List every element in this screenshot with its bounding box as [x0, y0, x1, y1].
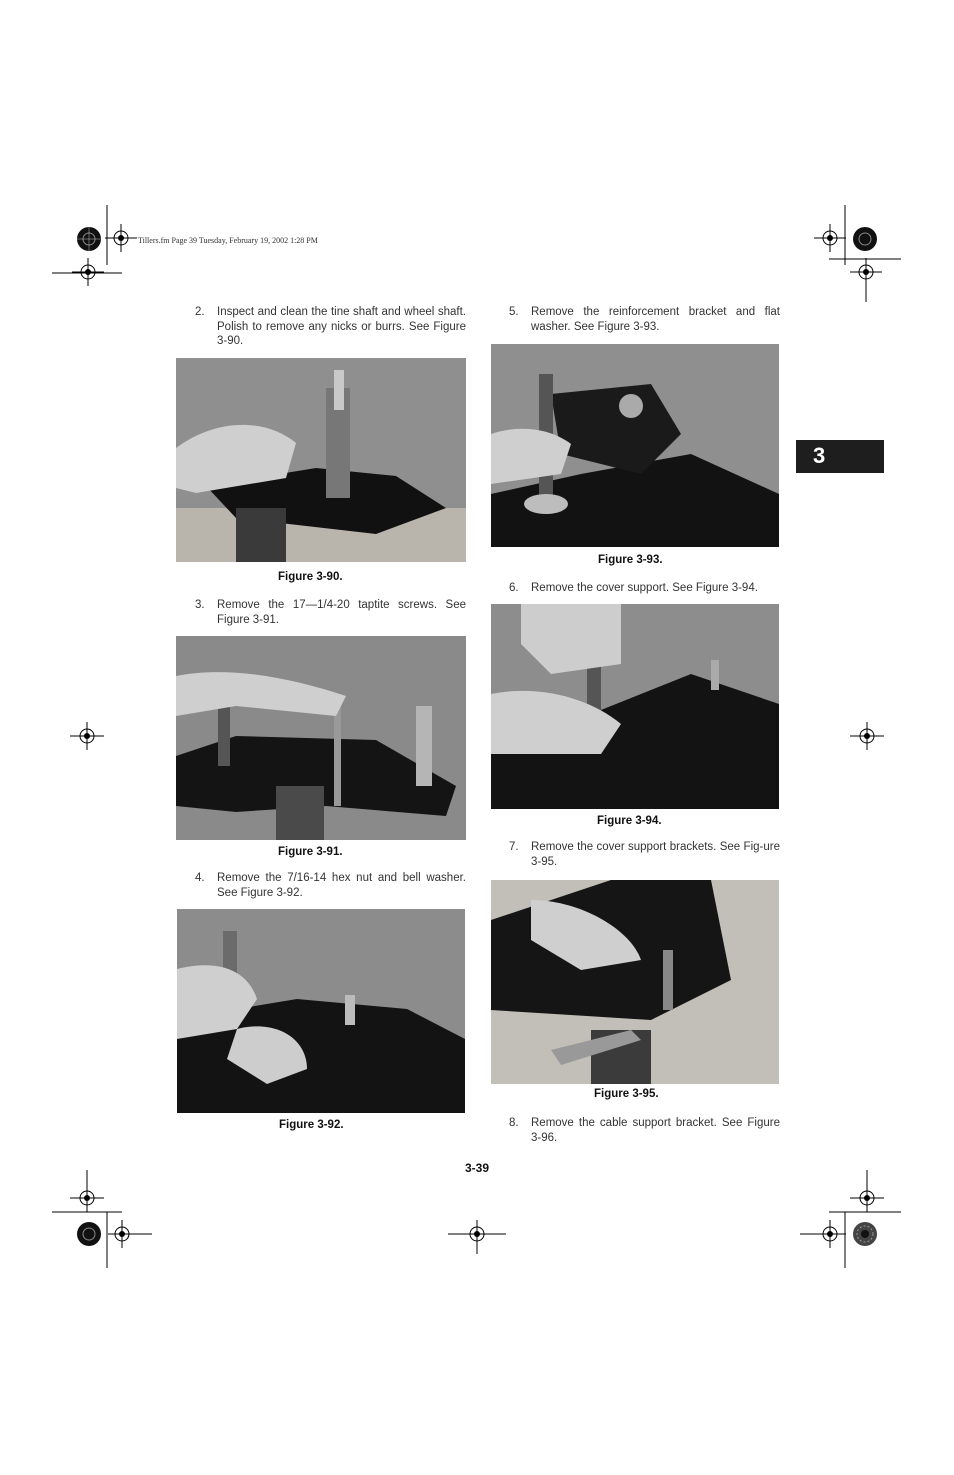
figure-caption: Figure 3-91. — [278, 846, 343, 858]
figure-3-93-photo — [491, 344, 779, 547]
step-number: 4. — [195, 872, 205, 884]
figure-3-94-photo — [491, 604, 779, 809]
page-number: 3-39 — [465, 1161, 490, 1175]
step-number: 2. — [195, 306, 205, 318]
registration-target-icon — [852, 1221, 878, 1247]
figure-caption: Figure 3-90. — [278, 571, 343, 583]
step-4 — [195, 871, 467, 901]
step-text: Remove the 17—1/4-20 taptite screws. See Figure 3-91. — [217, 599, 466, 626]
crosshair-icon — [814, 224, 846, 252]
figure-3-91-photo — [176, 636, 466, 840]
crosshair-icon — [72, 258, 104, 286]
step-2 — [195, 305, 467, 349]
step-number: 3. — [195, 599, 205, 611]
crosshair-icon — [800, 1220, 846, 1248]
step-text: Remove the reinforcement bracket and flat washer. See Figure 3-93. — [531, 306, 780, 333]
step-number: 5. — [509, 306, 519, 318]
crosshair-icon — [850, 722, 884, 750]
file-stamp: Tillers.fm Page 39 Tuesday, February 19, 2002 1:28 PM — [138, 236, 318, 245]
crosshair-icon — [448, 1220, 506, 1254]
step-text: Remove the cover support. See Figure 3-94. — [531, 582, 758, 594]
figure-3-92-photo — [177, 909, 465, 1113]
step-number: 6. — [509, 582, 519, 594]
chapter-tab — [796, 440, 884, 473]
step-6 — [509, 581, 781, 597]
step-8 — [509, 1116, 781, 1146]
registration-target-icon — [76, 226, 102, 252]
chapter-number: 3 — [813, 443, 826, 468]
figure-3-90-photo — [176, 358, 466, 562]
figure-caption: Figure 3-93. — [598, 554, 663, 566]
crosshair-icon — [70, 1170, 104, 1212]
step-text: Inspect and clean the tine shaft and wheel shaft. Polish to remove any nicks or burrs. See Figure 3-90. — [217, 306, 466, 347]
figure-3-95-photo — [491, 880, 779, 1084]
crop-mark-icon — [52, 1211, 122, 1213]
figure-caption: Figure 3-95. — [594, 1088, 659, 1100]
step-3 — [195, 598, 467, 628]
registration-target-icon — [852, 226, 878, 252]
step-number: 7. — [509, 841, 519, 853]
figure-caption: Figure 3-92. — [279, 1119, 344, 1131]
crosshair-icon — [70, 722, 104, 750]
crosshair-icon — [108, 1220, 152, 1248]
step-text: Remove the cable support bracket. See Figure 3-96. — [531, 1117, 780, 1144]
figure-caption: Figure 3-94. — [597, 815, 662, 827]
crop-mark-icon — [829, 1211, 901, 1213]
step-text: Remove the 7/16-14 hex nut and bell washer. See Figure 3-92. — [217, 872, 466, 899]
step-text: Remove the cover support brackets. See Fig-ure 3-95. — [531, 841, 780, 868]
registration-target-icon — [76, 1221, 102, 1247]
crosshair-icon — [105, 224, 137, 252]
crosshair-icon — [850, 1170, 884, 1212]
step-number: 8. — [509, 1117, 519, 1129]
step-5 — [509, 305, 781, 335]
step-7 — [509, 840, 781, 870]
crosshair-icon — [850, 258, 882, 302]
